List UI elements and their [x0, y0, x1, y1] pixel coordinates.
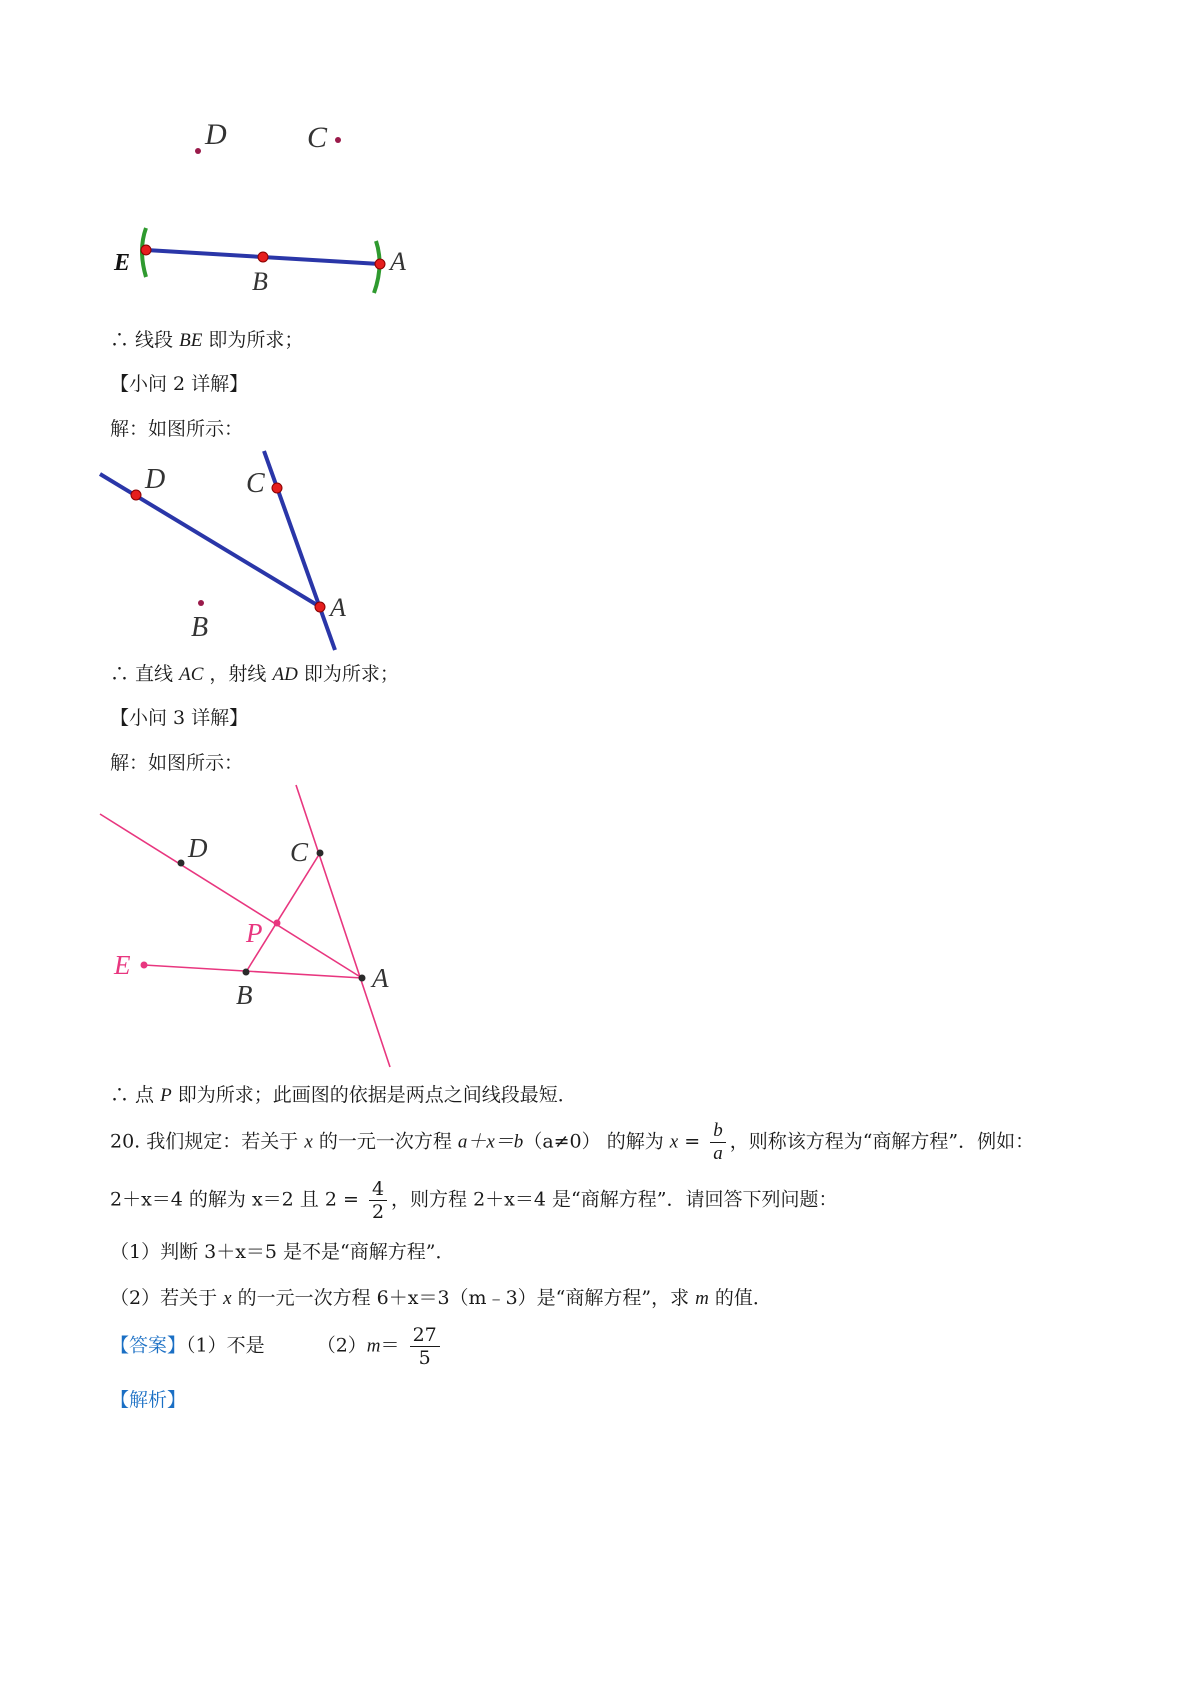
conclusion-2: ∴ 直线 AC ，射线 AD 即为所求； [110, 663, 399, 685]
fraction-b-over-a: $\frac{b}{a}$ [710, 1120, 726, 1165]
label-p3: P [246, 918, 263, 948]
figure-line-ray [100, 448, 400, 653]
answer-line: 【答案】（1）不是 （2）m＝ $\frac{27}{5}$ [110, 1324, 444, 1369]
point-e [141, 245, 151, 255]
solution-3: 解：如图所示： [110, 752, 244, 774]
point-b [258, 252, 268, 262]
label-e3: E [114, 950, 131, 980]
heading-part-2: 【小问 2 详解】 [110, 373, 249, 395]
fraction-4-over-2: $\frac{4}{2}$ [369, 1178, 387, 1223]
var-ad: AD [272, 664, 298, 685]
var-p: P [160, 1085, 172, 1106]
question-20-line2: 2＋x＝4 的解为 x＝2 且 2 = $\frac{4}{2}$ ，则方程 2＋x＝4 是“商解方程”．请回答下列问题： [110, 1178, 838, 1223]
label-b2: B [191, 612, 209, 643]
point-b3 [243, 969, 250, 976]
label-c3: C [290, 837, 309, 867]
question-20-part1: （1）判断 3＋x＝5 是不是“商解方程”． [110, 1241, 455, 1263]
point-d [195, 148, 201, 154]
label-c2: C [246, 468, 265, 499]
point-e3 [141, 962, 148, 969]
point-a [375, 259, 385, 269]
label-d3: D [188, 833, 208, 863]
label-a: A [390, 247, 406, 276]
conclusion-3: ∴ 点 P 即为所求；此画图的依据是两点之间线段最短． [110, 1084, 577, 1106]
conclusion-1: ∴ 线段 BE 即为所求； [110, 329, 304, 351]
point-a2 [315, 602, 325, 612]
label-b: B [252, 267, 268, 296]
heading-part-3: 【小问 3 详解】 [110, 707, 249, 729]
point-a3 [359, 975, 366, 982]
label-b3: B [236, 980, 253, 1010]
label-c: C [307, 121, 328, 154]
question-20-part2: （2）若关于 x 的一元一次方程 6＋x＝3（m﹣3）是“商解方程”，求 m 的值． [110, 1287, 772, 1309]
label-d: D [205, 118, 227, 151]
solution-2: 解：如图所示： [110, 418, 244, 440]
point-d2 [131, 490, 141, 500]
segment-ea3 [144, 965, 362, 978]
label-d2: D [145, 464, 166, 495]
question-number: 20. [110, 1130, 141, 1153]
label-a2: A [330, 593, 346, 622]
analysis-label: 【解析】 [110, 1389, 187, 1411]
question-20-line1: 20. 我们规定：若关于 x 的一元一次方程 a＋x＝b（a≠0） 的解为 x = $\frac{b}{a}$ ，则称该方程为“商解方程”．例如： [110, 1120, 1035, 1164]
point-d3 [178, 860, 185, 867]
point-c2 [272, 483, 282, 493]
line-through-c [296, 785, 390, 1067]
label-a3: A [372, 963, 389, 993]
answer-label: 【答案】 [110, 1334, 187, 1357]
point-c3 [317, 850, 324, 857]
var-ac: AC [179, 664, 204, 685]
line-ac [264, 451, 335, 650]
figure-point-p [100, 785, 410, 1070]
point-p3 [274, 920, 281, 927]
label-e: E [114, 250, 131, 276]
fraction-27-over-5: $\frac{27}{5}$ [410, 1324, 440, 1369]
point-c [335, 137, 341, 143]
var-be: BE [179, 330, 203, 351]
point-b2 [198, 600, 204, 606]
figure-segment-be [100, 100, 460, 330]
line-through-d [100, 814, 362, 978]
